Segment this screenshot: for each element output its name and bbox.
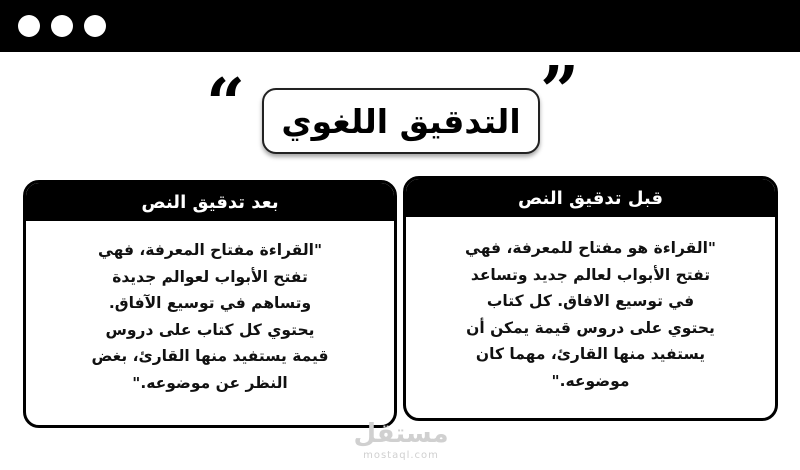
open-quote-icon: “ (206, 64, 246, 144)
page-title-box (262, 88, 540, 154)
text-line: موضوعه." (551, 371, 630, 390)
window-dot-icon (84, 15, 106, 37)
watermark-url: mostaql.com (363, 450, 439, 461)
text-line: "القراءة مفتاح المعرفة، فهي (97, 241, 323, 259)
text-line: يحتوي على دروس قيمة يمكن أن (466, 318, 715, 337)
page-title: التدقيق اللغوي (281, 101, 521, 141)
text-line: تفتح الأبواب لعالم جديد وتساعد (470, 265, 711, 284)
window-dot-icon (18, 15, 40, 37)
text-line: وتساهم في توسيع الآفاق. (108, 294, 312, 313)
text-line: "القراءة هو مفتاح للمعرفة، فهي (465, 239, 716, 257)
before-card-text (406, 217, 775, 395)
text-line: يستفيد منها القارئ، مهما كان (475, 345, 706, 364)
text-line: قيمة يستفيد منها القارئ، بغض (91, 347, 329, 366)
text-line: النظر عن موضوعه." (132, 373, 288, 392)
text-line: تفتح الأبواب لعوالم جديدة (112, 267, 308, 286)
close-quote-icon: ” (540, 52, 580, 132)
after-proofreading-card (23, 180, 397, 428)
before-card-header: قبل تدقيق النص (406, 179, 775, 217)
before-proofreading-card (403, 176, 778, 421)
window-title-bar (0, 0, 800, 52)
window-dot-icon (51, 15, 73, 37)
watermark-logo (345, 418, 457, 466)
text-line: في توسيع الافاق. كل كتاب (486, 292, 695, 311)
after-card-text (26, 221, 394, 397)
text-line: يحتوي كل كتاب على دروس (105, 320, 315, 339)
watermark-text: مستقل (353, 419, 449, 449)
after-card-header: بعد تدقيق النص (26, 183, 394, 221)
